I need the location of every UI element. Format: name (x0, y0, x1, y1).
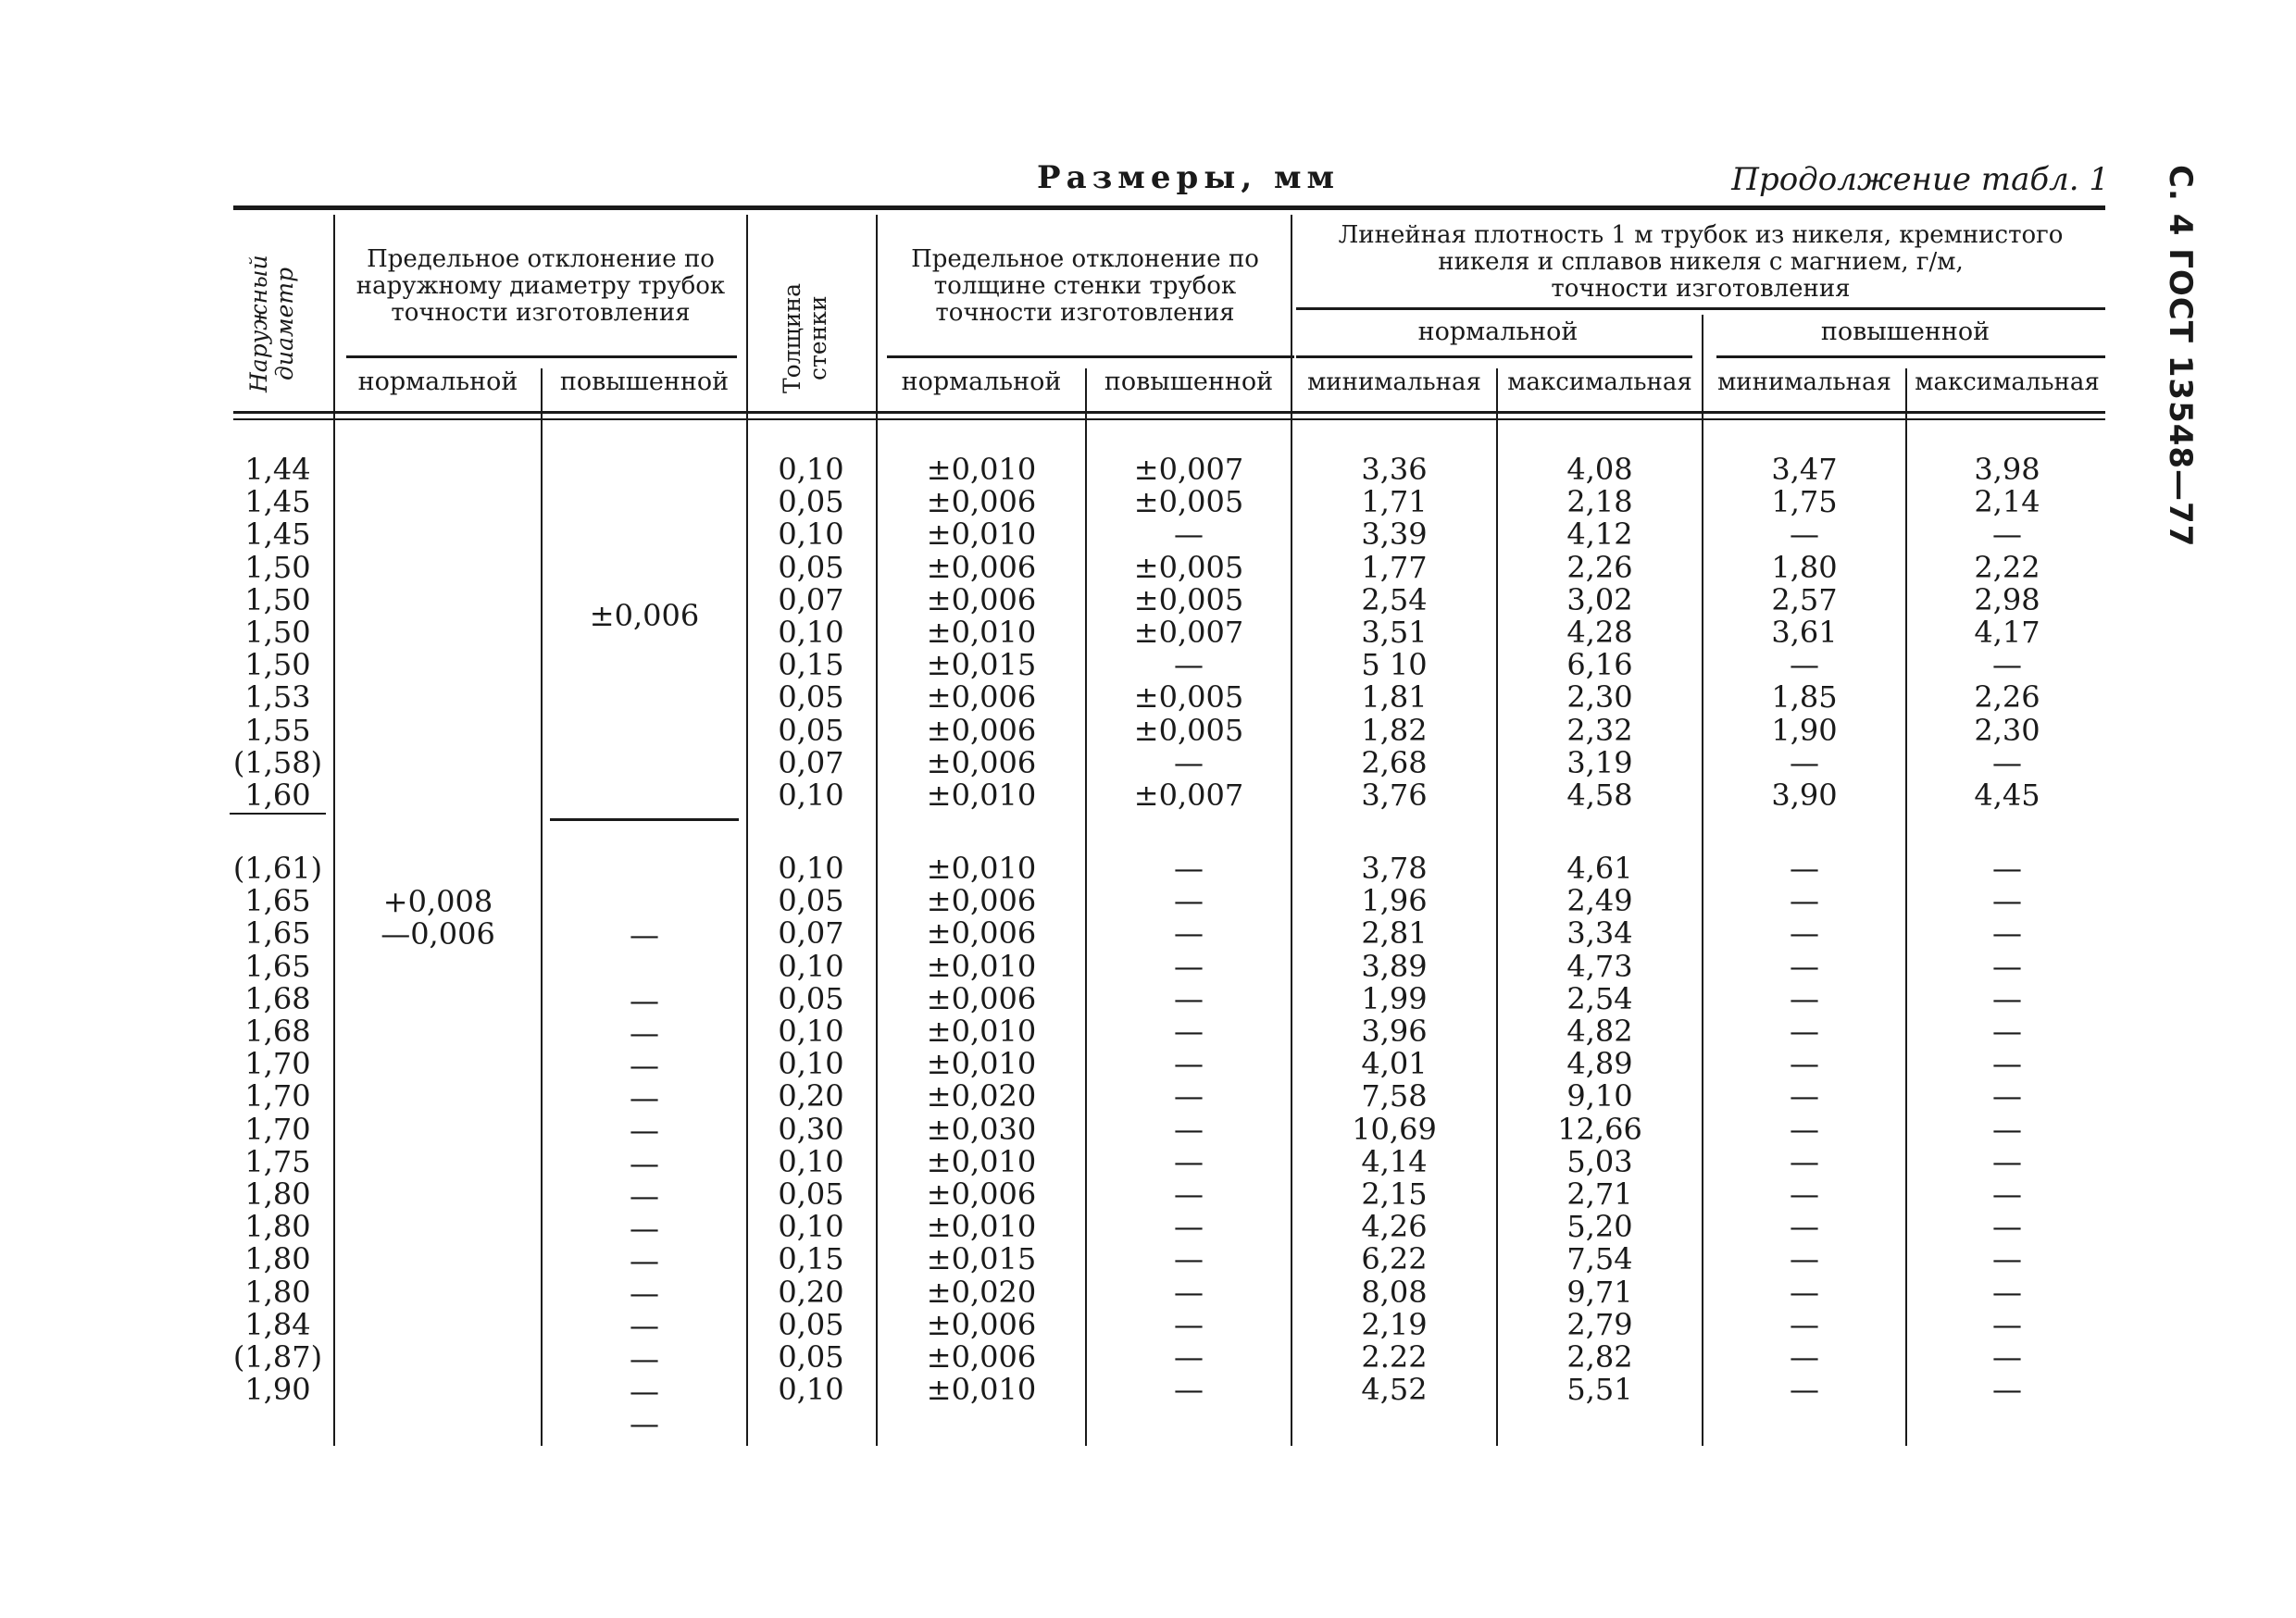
table-cell: — (1790, 1046, 1819, 1082)
density-sub-rule-increased (1716, 355, 2105, 358)
table-cell: 1,45 (244, 517, 311, 553)
table-cell: 3,34 (1566, 915, 1633, 952)
table-cell: 1,90 (244, 1372, 311, 1408)
col-wall-thickness (750, 454, 872, 1406)
table-cell: 3,78 (1361, 851, 1428, 887)
table-cell: ±0,010 (926, 614, 1037, 650)
table-cell: 0,10 (778, 1143, 844, 1179)
table-cell: 1,50 (244, 581, 311, 617)
table-cell: 0,15 (778, 647, 844, 683)
table-cell: 1,80 (244, 1209, 311, 1245)
table-cell: ±0,005 (1133, 712, 1244, 748)
table-cell: — (1992, 1078, 2022, 1114)
table-cell: — (630, 1145, 659, 1181)
table-cell: ±0,006 (926, 915, 1037, 952)
table-cell: 3,19 (1566, 744, 1633, 780)
table-cell: — (1174, 1046, 1204, 1082)
table-cell: — (1790, 647, 1819, 683)
table-cell: 4,28 (1566, 614, 1633, 650)
table-cell: 0,10 (778, 948, 844, 984)
od-dev-normal-upper: +0,008 (382, 884, 493, 919)
table-cell: ±0,020 (926, 1078, 1037, 1114)
table-cell: — (630, 1406, 659, 1441)
table-cell: 0,10 (778, 1014, 844, 1049)
table-cell (546, 952, 742, 984)
table-cell: 0,30 (778, 1111, 844, 1147)
table-cell: — (1174, 1274, 1204, 1310)
table-cell: ±0,015 (926, 647, 1037, 683)
table-cell: ±0,020 (926, 1274, 1037, 1310)
table-cell: 2,68 (1361, 744, 1428, 780)
od-dev-increased-group1: ±0,006 (589, 598, 700, 633)
table-cell: 0,10 (778, 452, 844, 487)
col-normal-max (1500, 454, 1700, 1406)
table-cell: — (1790, 1111, 1819, 1147)
table-cell: ±0,005 (1133, 549, 1244, 585)
table-cell: ±0,010 (926, 1014, 1037, 1049)
table-cell: 4,01 (1361, 1046, 1428, 1082)
col-normal-min (1294, 454, 1494, 1406)
table-cell: — (1174, 1372, 1204, 1408)
table-cell: 1,44 (244, 452, 311, 487)
column-divider (333, 215, 335, 1446)
header-wall-increased: повышенной (1104, 367, 1274, 396)
table-cell: ±0,010 (926, 1143, 1037, 1179)
od-dev-normal-lower: —0,006 (381, 916, 495, 952)
header-wall-normal: нормальной (901, 367, 1062, 396)
table-cell: 3,90 (1771, 777, 1838, 813)
table-cell: 1,50 (244, 549, 311, 585)
table-cell: 3,02 (1566, 581, 1633, 617)
table-cell: — (630, 1373, 659, 1409)
table-cell: — (630, 1113, 659, 1149)
table-cell: 2,18 (1566, 484, 1633, 520)
table-cell: 4,58 (1566, 777, 1633, 813)
table-cell: 1,68 (244, 980, 311, 1016)
table-cell: 7,58 (1361, 1078, 1428, 1114)
table-cell: ±0,010 (926, 452, 1037, 487)
column-divider (541, 368, 543, 1446)
table-cell: 4,26 (1361, 1209, 1428, 1245)
table-cell: ±0,006 (926, 1306, 1037, 1342)
table-cell: — (1790, 883, 1819, 919)
table-cell: ±0,007 (1133, 614, 1244, 650)
table-cell: 1,75 (1771, 484, 1838, 520)
table-cell: 2,15 (1361, 1176, 1428, 1212)
table-cell: 1,55 (244, 712, 311, 748)
header-wall-thickness: Толщина стенки (779, 282, 831, 393)
table-cell: 0,05 (778, 484, 844, 520)
table-cell: ±0,006 (926, 980, 1037, 1016)
table-cell: 2.22 (1361, 1338, 1428, 1375)
table-cell: ±0,006 (926, 549, 1037, 585)
table-cell: 8,08 (1361, 1274, 1428, 1310)
table-cell: — (1992, 1372, 2022, 1408)
table-cell: 4,08 (1566, 452, 1633, 487)
table-cell: — (1174, 1209, 1204, 1245)
table-cell: 0,10 (778, 851, 844, 887)
table-cell: 4,61 (1566, 851, 1633, 887)
table-cell: — (630, 1177, 659, 1214)
table-cell: — (1992, 1176, 2022, 1212)
table-cell: — (1174, 1111, 1204, 1147)
table-cell: 0,07 (778, 744, 844, 780)
table-cell: 0,07 (778, 915, 844, 952)
table-cell: 1,70 (244, 1046, 311, 1082)
table-cell: — (630, 1276, 659, 1312)
table-cell: 1,50 (244, 647, 311, 683)
table-cell: 4,17 (1974, 614, 2040, 650)
table-cell: — (1174, 1306, 1204, 1342)
table-cell: 4,82 (1566, 1014, 1633, 1049)
table-cell: — (1790, 948, 1819, 984)
table-cell: ±0,006 (926, 1338, 1037, 1375)
table-cell: 1,80 (244, 1176, 311, 1212)
table-cell: — (1992, 883, 2022, 919)
table-cell: ±0,006 (926, 1176, 1037, 1212)
table-cell: ±0,006 (926, 581, 1037, 617)
table-cell: 1,80 (244, 1274, 311, 1310)
table-cell: 0,10 (778, 1046, 844, 1082)
table-cell: 1,60 (244, 777, 311, 813)
table-cell: 1,50 (244, 614, 311, 650)
table-cell: — (1790, 1209, 1819, 1245)
table-cell: 3,39 (1361, 517, 1428, 553)
table-cell: — (1992, 1046, 2022, 1082)
table-cell: 2,22 (1974, 549, 2040, 585)
table-cell: 2,49 (1566, 883, 1633, 919)
table-cell: ±0,007 (1133, 452, 1244, 487)
table-cell: 5,20 (1566, 1209, 1633, 1245)
table-cell: ±0,010 (926, 777, 1037, 813)
table-cell: — (1174, 851, 1204, 887)
table-cell: ±0,010 (926, 948, 1037, 984)
table-cell: — (630, 1340, 659, 1376)
table-cell: 0,05 (778, 712, 844, 748)
table-cell: ±0,030 (926, 1111, 1037, 1147)
table-cell: ±0,005 (1133, 484, 1244, 520)
table-cell: 1,75 (244, 1143, 311, 1179)
table-cell: 0,05 (778, 1306, 844, 1342)
col-wall-dev-increased (1089, 454, 1289, 1406)
table-cell: 9,71 (1566, 1274, 1633, 1310)
table-cell: ±0,010 (926, 851, 1037, 887)
table-cell: — (630, 1047, 659, 1083)
table-cell: — (1174, 1078, 1204, 1114)
table-cell: 3,47 (1771, 452, 1838, 487)
table-cell: ±0,006 (926, 712, 1037, 748)
table-cell: 2,32 (1566, 712, 1633, 748)
group-separator-increased (550, 818, 739, 821)
table-cell: 2,19 (1361, 1306, 1428, 1342)
table-cell: — (1174, 883, 1204, 919)
table-cell: — (1992, 1274, 2022, 1310)
column-divider (1085, 368, 1087, 1446)
col-increased-min (1705, 454, 1903, 1406)
table-cell: — (630, 1308, 659, 1344)
table-cell: — (1174, 1143, 1204, 1179)
header-od-increased: повышенной (559, 367, 730, 396)
table-cell: 2,54 (1361, 581, 1428, 617)
table-cell: 0,15 (778, 1241, 844, 1277)
table-cell: 1,65 (244, 915, 311, 952)
table-cell: — (1790, 1014, 1819, 1049)
standard-code: С. 4 ГОСТ 13548—77 (2162, 165, 2199, 548)
table-cell: 1,82 (1361, 712, 1428, 748)
table-cell: — (1790, 1241, 1819, 1277)
table-cell: 2,71 (1566, 1176, 1633, 1212)
col-wall-dev-normal (880, 454, 1083, 1406)
table-cell: — (1174, 744, 1204, 780)
table-cell: 3,96 (1361, 1014, 1428, 1049)
table-cell: — (1790, 980, 1819, 1016)
table-cell: 2,30 (1974, 712, 2040, 748)
table-cell: — (1992, 744, 2022, 780)
table-cell: 2,14 (1974, 484, 2040, 520)
header-bottom-rule-2 (233, 418, 2105, 420)
table-cell: 2,81 (1361, 915, 1428, 952)
header-normal-min: минимальная (1307, 368, 1481, 396)
table-cell: 5,51 (1566, 1372, 1633, 1408)
table-cell: — (1790, 1274, 1819, 1310)
table-cell: 1,90 (1771, 712, 1838, 748)
table-cell: 4,14 (1361, 1143, 1428, 1179)
table-cell: 4,12 (1566, 517, 1633, 553)
header-normal-max: максимальная (1507, 368, 1692, 396)
table-cell: — (1790, 1176, 1819, 1212)
table-cell: 1,65 (244, 948, 311, 984)
header-od-normal: нормальной (357, 367, 518, 396)
table-cell: 6,22 (1361, 1241, 1428, 1277)
col-outer-diameter (230, 454, 326, 1406)
table-title: Размеры, мм (1037, 159, 1341, 196)
table-cell: 6,16 (1566, 647, 1633, 683)
table-cell: 0,05 (778, 549, 844, 585)
table-cell: — (1174, 517, 1204, 553)
column-divider (746, 215, 748, 1446)
table-cell: ±0,005 (1133, 581, 1244, 617)
table-cell: 3,51 (1361, 614, 1428, 650)
table-cell: 7,54 (1566, 1241, 1633, 1277)
table-cell: 3,36 (1361, 452, 1428, 487)
table-cell: 1,84 (244, 1306, 311, 1342)
density-rule (1296, 307, 2105, 310)
table-cell: — (1174, 647, 1204, 683)
header-wall-deviation: Предельное отклонение по толщине стенки трубок точности изготовления (911, 245, 1259, 327)
column-divider (876, 215, 878, 1446)
table-cell: ±0,006 (926, 679, 1037, 716)
table-cell: 4,89 (1566, 1046, 1633, 1082)
table-cell: 3,89 (1361, 948, 1428, 984)
table-cell: — (1992, 1111, 2022, 1147)
table-cell: — (1992, 647, 2022, 683)
table-cell: — (1790, 1338, 1819, 1375)
table-cell: ±0,007 (1133, 777, 1244, 813)
table-cell: 2,26 (1974, 679, 2040, 716)
table-cell: 0,20 (778, 1078, 844, 1114)
table-cell: 0,05 (778, 980, 844, 1016)
table-cell: 10,69 (1352, 1111, 1437, 1147)
table-cell: — (1174, 915, 1204, 952)
table-cell: — (630, 982, 659, 1018)
table-cell: — (1790, 915, 1819, 952)
table-cell: 2,30 (1566, 679, 1633, 716)
table-cell: 1,68 (244, 1014, 311, 1049)
table-cell: — (1174, 1014, 1204, 1049)
table-cell: 1,85 (1771, 679, 1838, 716)
table-cell: — (1790, 1372, 1819, 1408)
table-cell: — (1992, 517, 2022, 553)
table-cell: 1,70 (244, 1111, 311, 1147)
col-increased-max (1909, 454, 2105, 1406)
header-increased-max: максимальная (1915, 368, 2100, 396)
subheader-rule-od (346, 355, 737, 358)
table-cell: 12,66 (1557, 1111, 1642, 1147)
column-divider (1905, 368, 1907, 1446)
header-od-deviation: Предельное отклонение по наружному диаметру трубок точности изготовления (356, 245, 726, 327)
table-cell: 1,71 (1361, 484, 1428, 520)
header-density-normal: нормальной (1417, 317, 1578, 346)
table-cell: 1,80 (244, 1241, 311, 1277)
table-cell: 0,10 (778, 614, 844, 650)
header-linear-density: Линейная плотность 1 м трубок из никеля, кремнистого никеля и сплавов никеля с магнием, г/м, точности изготовления (1338, 221, 2064, 303)
header-density-increased: повышенной (1820, 317, 1990, 346)
column-divider (1291, 215, 1292, 1446)
table-cell: — (1992, 1014, 2022, 1049)
column-divider (1702, 315, 1703, 1446)
table-cell: 0,05 (778, 883, 844, 919)
table-cell: 0,10 (778, 517, 844, 553)
table-cell: — (1992, 1241, 2022, 1277)
table-cell: — (1992, 980, 2022, 1016)
table-cell: 1,99 (1361, 980, 1428, 1016)
table-cell: — (630, 1080, 659, 1116)
table-cell: — (1790, 517, 1819, 553)
table-cell: ±0,006 (926, 744, 1037, 780)
table-cell: 0,10 (778, 1209, 844, 1245)
table-cell: — (1790, 1078, 1819, 1114)
table-cell: 2,57 (1771, 581, 1838, 617)
table-cell: — (1174, 1338, 1204, 1375)
table-cell: 2,54 (1566, 980, 1633, 1016)
table-cell: — (1992, 851, 2022, 887)
table-cell: — (630, 1243, 659, 1279)
table-cell: 2,82 (1566, 1338, 1633, 1375)
table-cell: ±0,015 (926, 1241, 1037, 1277)
table-cell: 0,05 (778, 679, 844, 716)
table-cell: — (1992, 1143, 2022, 1179)
table-cell: — (1174, 948, 1204, 984)
table-cell: 0,10 (778, 777, 844, 813)
table-cell: 2,79 (1566, 1306, 1633, 1342)
table-cell: 5,03 (1566, 1143, 1633, 1179)
header-bottom-rule-1 (233, 411, 2105, 414)
table-cell: 4,73 (1566, 948, 1633, 984)
table-cell: — (1992, 915, 2022, 952)
table-cell: 5 10 (1361, 647, 1428, 683)
table-cell: — (1790, 1143, 1819, 1179)
table-cell: ±0,010 (926, 1046, 1037, 1082)
table-cell: 4,45 (1974, 777, 2040, 813)
table-cell: — (1992, 1306, 2022, 1342)
table-cell: (1,87) (232, 1338, 323, 1375)
table-cell: — (1174, 980, 1204, 1016)
table-cell: ±0,006 (926, 484, 1037, 520)
table-cell: ±0,006 (926, 883, 1037, 919)
table-cell: 0,20 (778, 1274, 844, 1310)
table-cell: 1,81 (1361, 679, 1428, 716)
table-cell: ±0,010 (926, 517, 1037, 553)
table-cell: (1,61) (232, 851, 323, 887)
table-cell: 3,61 (1771, 614, 1838, 650)
table-cell: 1,80 (1771, 549, 1838, 585)
table-cell: 9,10 (1566, 1078, 1633, 1114)
table-cell: — (630, 1014, 659, 1051)
table-cell: 4,52 (1361, 1372, 1428, 1408)
table-cell: — (1790, 851, 1819, 887)
col-od-dev-increased-group2 (546, 887, 742, 1440)
continuation-label: Продолжение табл. 1 (1731, 161, 2109, 198)
table-cell: — (630, 917, 659, 953)
table-cell: 0,05 (778, 1176, 844, 1212)
header-increased-min: минимальная (1717, 368, 1891, 396)
table-cell: 1,45 (244, 484, 311, 520)
density-sub-rule-normal (1296, 355, 1692, 358)
table-cell: 3,76 (1361, 777, 1428, 813)
table-cell: — (1790, 1306, 1819, 1342)
table-cell: 1,96 (1361, 883, 1428, 919)
table-cell: ±0,005 (1133, 679, 1244, 716)
subheader-rule-wall (887, 355, 1294, 358)
top-rule (233, 205, 2105, 210)
header-outer-diameter: Наружный диаметр (245, 255, 298, 393)
table-cell: — (1992, 1338, 2022, 1375)
table-cell: — (1992, 1209, 2022, 1245)
table-cell: 2,26 (1566, 549, 1633, 585)
table-cell: — (1992, 948, 2022, 984)
table-cell: 0,05 (778, 1338, 844, 1375)
table-cell: — (1174, 1241, 1204, 1277)
table-cell: 0,07 (778, 581, 844, 617)
table-cell: 1,77 (1361, 549, 1428, 585)
table-cell: ±0,010 (926, 1372, 1037, 1408)
table-cell: 1,65 (244, 883, 311, 919)
column-divider (1496, 368, 1498, 1446)
table-cell: 1,70 (244, 1078, 311, 1114)
table-cell: — (1174, 1176, 1204, 1212)
table-cell: 1,53 (244, 679, 311, 716)
table-cell: 3,98 (1974, 452, 2040, 487)
table-cell: 2,98 (1974, 581, 2040, 617)
table-cell (546, 887, 742, 919)
table-cell: — (630, 1210, 659, 1246)
table-cell: — (1790, 744, 1819, 780)
table-cell: ±0,010 (926, 1209, 1037, 1245)
table-cell: 0,10 (778, 1372, 844, 1408)
table-cell: (1,58) (232, 744, 323, 780)
